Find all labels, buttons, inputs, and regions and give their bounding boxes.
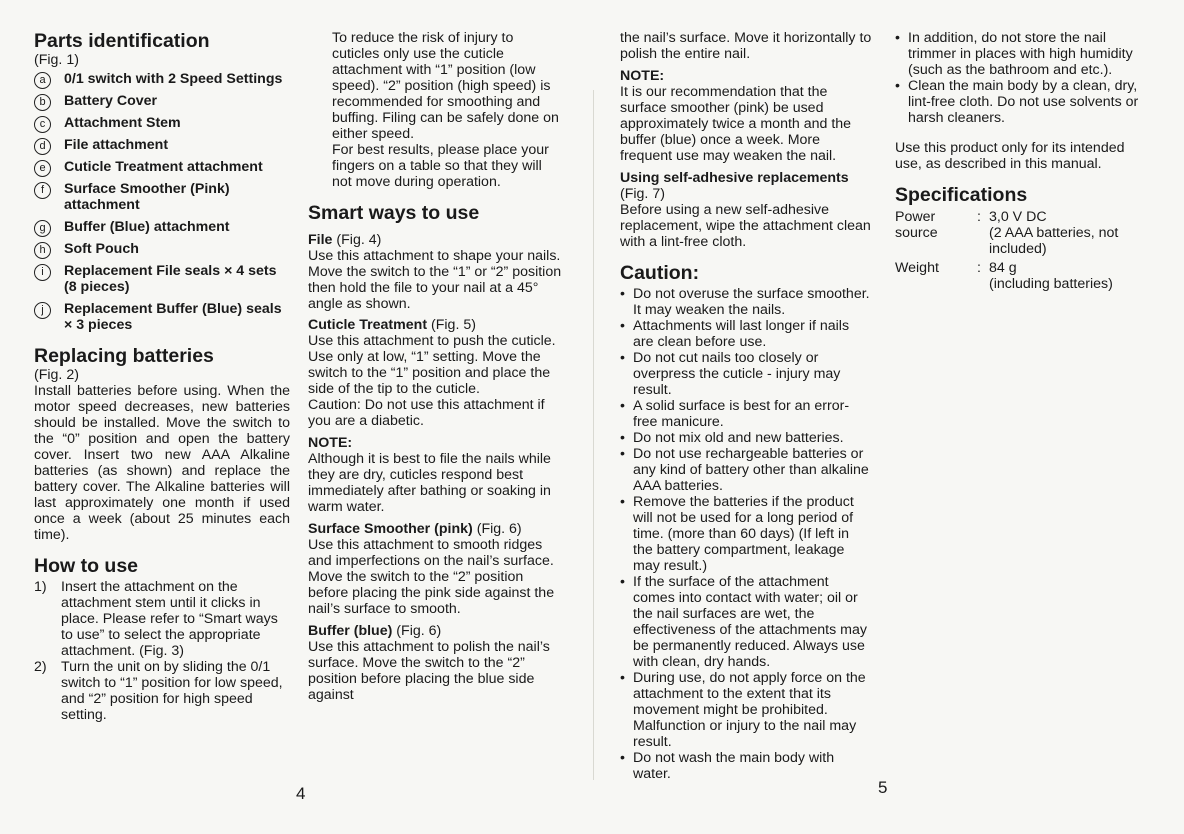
list-item: • Do not use rechargeable batteries or any kind of battery other than alkaline AAA batteries. [620, 446, 872, 494]
batteries-fig: (Fig. 2) [34, 367, 79, 383]
circle-letter-marker: c [34, 116, 51, 133]
circle-letter-marker: e [34, 160, 51, 177]
list-item: • Clean the main body by a clean, dry, lint-free cloth. Do not use solvents or harsh cleaners. [895, 78, 1147, 126]
circle-letter-marker: f [34, 182, 51, 199]
list-item: • Do not mix old and new batteries. [620, 430, 872, 446]
smoother-text: Use this attachment to smooth ridges and imperfections on the nail’s surface. Move the switch to the “2” position before placing the pink side against the nail’s surface to smooth. [308, 537, 555, 617]
parts-title: Parts identification [34, 30, 210, 52]
list-item: 2) Turn the unit on by sliding the 0/1 switch to “1” position for low speed, and “2” position for high speed setting. [34, 659, 283, 723]
cuticle-text: Use this attachment to push the cuticle. Use only at low, “1” setting. Move the switch to the “1” position and place the side of the tip to the cuticle. [308, 333, 556, 397]
left-column-2 [308, 30, 564, 703]
spec-value: 84 g (including batteries) [989, 260, 1113, 292]
list-item: • Attachments will last longer if nails are clean before use. [620, 318, 872, 350]
note-text: It is our recommendation that the surface smoother (pink) be used approximately twice a month and the buffer (blue) once a week. More frequent use may weaken the nail. [620, 84, 852, 164]
circle-letter-marker: b [34, 94, 51, 111]
list-item: b Battery Cover [34, 93, 290, 109]
adhesive-text: Before using a new self-adhesive replacement, wipe the attachment clean with a lint-free cloth. [620, 202, 871, 250]
best-results-text: For best results, please place your fingers on a table so that they will not move during operation. [332, 142, 549, 190]
page-number-right: 5 [878, 778, 888, 797]
note-heading: NOTE: [620, 68, 665, 84]
spec-label: Power source [895, 209, 938, 241]
specs-title: Specifications [895, 184, 1028, 206]
left-column-1 [34, 30, 290, 723]
parts-list [34, 71, 290, 333]
buffer-text: Use this attachment to polish the nail’s surface. Move the switch to the “2” position before placing the blue side against [308, 639, 550, 703]
circle-letter-marker: g [34, 220, 51, 237]
list-item: • During use, do not apply force on the attachment to the extent that its movement might be prohibited. Malfunction or injury to the nail may result. [620, 670, 872, 750]
batteries-title: Replacing batteries [34, 345, 214, 367]
list-item: g Buffer (Blue) attachment [34, 219, 290, 235]
circle-letter-marker: a [34, 72, 51, 89]
circle-letter-marker: d [34, 138, 51, 155]
right-column-2 [895, 30, 1147, 292]
adhesive-fig: (Fig. 7) [620, 186, 665, 202]
cuticle-heading: Cuticle Treatment (Fig. 5) [308, 317, 476, 333]
spec-row: Weight : 84 g (including batteries) [895, 260, 1147, 292]
note-text: Although it is best to file the nails while they are dry, cuticles respond best immediately after bathing or soaking in warm water. [308, 451, 551, 515]
page-gutter-line [593, 90, 594, 780]
list-item: d File attachment [34, 137, 290, 153]
spec-row: Power source : 3,0 V DC (2 AAA batteries, not included) [895, 209, 1147, 257]
parts-fig: (Fig. 1) [34, 52, 79, 68]
storage-list [895, 30, 1147, 126]
circle-letter-marker: h [34, 242, 51, 259]
smoother-heading: Surface Smoother (pink) (Fig. 6) [308, 521, 522, 537]
right-column-1 [620, 30, 872, 782]
circle-letter-marker: i [34, 264, 51, 281]
circle-letter-marker: j [34, 302, 51, 319]
spec-value: 3,0 V DC (2 AAA batteries, not included) [989, 209, 1119, 257]
page-number-left: 4 [296, 784, 306, 803]
caution-list [620, 286, 872, 782]
note-heading: NOTE: [308, 435, 353, 451]
list-item: • Remove the batteries if the product will not be used for a long period of time. (more than 60 days) (If left in the battery compartment, leakage may result.) [620, 494, 872, 574]
list-item: • If the surface of the attachment comes into contact with water; oil or the nail surfaces are wet, the effectiveness of the attachments may be permanently reduced. Always use with clean, dry hands. [620, 574, 872, 670]
list-item: 1) Insert the attachment on the attachment stem until it clicks in place. Please refer to “Smart ways to use” to select the appropriate attachment. (Fig. 3) [34, 579, 278, 659]
list-item: • Do not overuse the surface smoother. It may weaken the nails. [620, 286, 872, 318]
list-item: • A solid surface is best for an error-free manicure. [620, 398, 872, 430]
howto-title: How to use [34, 555, 139, 577]
list-item: • Do not wash the main body with water. [620, 750, 872, 782]
continued-text: the nail’s surface. Move it horizontally to polish the entire nail. [620, 30, 872, 62]
spec-label: Weight [895, 260, 939, 276]
file-heading: File (Fig. 4) [308, 232, 382, 248]
list-item: • In addition, do not store the nail trimmer in places with high humidity (such as the bathroom and etc.). [895, 30, 1147, 78]
batteries-text: Install batteries before using. When the motor speed decreases, new batteries should be installed. Move the switch to the “0” position and open the battery cover. Insert two new AAA Alkaline batteries (as shown) and replace the battery cover. The Alkaline batteries will last approximately one month if used once a week (about 25 minutes each time). [34, 383, 290, 543]
cuticle-caution: Caution: Do not use this attachment if you are a diabetic. [308, 397, 545, 429]
caution-title: Caution: [620, 262, 700, 284]
list-item: a 0/1 switch with 2 Speed Settings [34, 71, 290, 87]
list-item: • Do not cut nails too closely or overpress the cuticle - injury may result. [620, 350, 872, 398]
buffer-heading: Buffer (blue) (Fig. 6) [308, 623, 442, 639]
list-item: h Soft Pouch [34, 241, 290, 257]
list-item: e Cuticle Treatment attachment [34, 159, 290, 175]
list-item: f Surface Smoother (Pink) attachment [34, 181, 290, 213]
file-text: Use this attachment to shape your nails. Move the switch to the “1” or “2” position then hold the file to your nail at a 45° angle as shown. [308, 248, 562, 312]
smart-title: Smart ways to use [308, 202, 480, 224]
cuticle-note-text: To reduce the risk of injury to cuticles only use the cuticle attachment with “1” position (low speed). “2” position (high speed) is recommended for smoothing and buffing. Filing can be safely done on either speed. [332, 30, 559, 142]
list-item: j Replacement Buffer (Blue) seals × 3 pieces [34, 301, 290, 333]
howto-steps [34, 579, 290, 723]
list-item: c Attachment Stem [34, 115, 290, 131]
list-item: i Replacement File seals × 4 sets (8 pieces) [34, 263, 290, 295]
adhesive-heading: Using self-adhesive replacements [620, 170, 849, 186]
intended-use-text: Use this product only for its intended use, as described in this manual. [895, 140, 1125, 172]
